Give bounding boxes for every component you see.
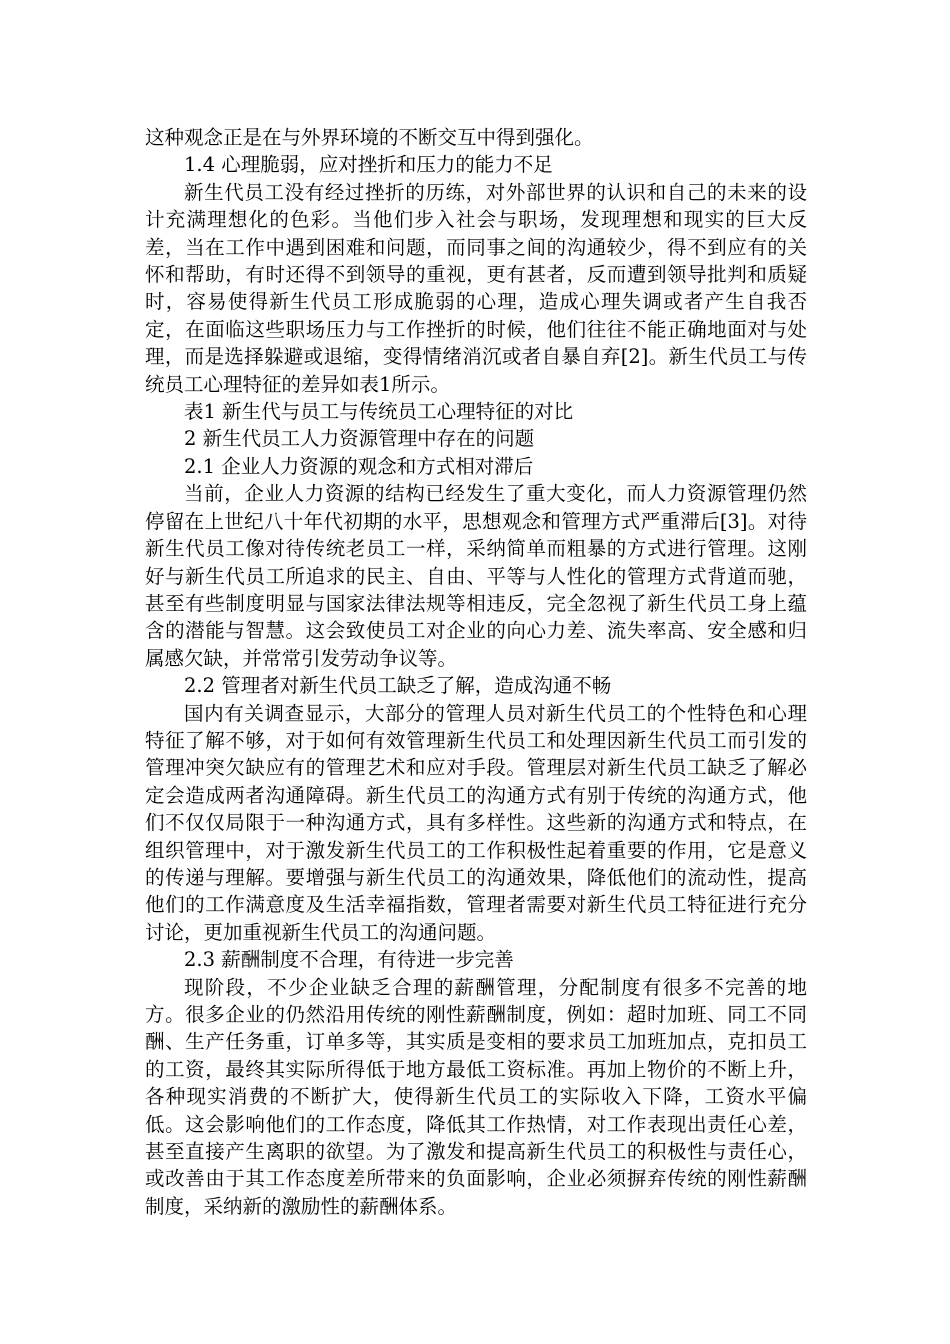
- section-heading-2-2: 2.2 管理者对新生代员工缺乏了解，造成沟通不畅: [184, 674, 612, 698]
- document-body: [145, 124, 807, 1220]
- paragraph-compensation: 现阶段，不少企业缺乏合理的薪酬管理，分配制度有很多不完善的地方。很多企业的仍然沿用传统的刚性薪酬制度，例如：超时加班、同工不同酬、生产任务重，订单多等，其实质是变相的要求员工加班加点，克扣员工的工资，最终其实际所得低于地方最低工资标准。再加上物价的不断上升，各种现实消费的不断扩大，使得新生代员工的实际收入下降，工资水平偏低。这会影响他们的工作态度，降低其工作热情，对工作表现出责任心差，甚至直接产生离职的欲望。为了激发和提高新生代员工的积极性与责任心，或改善由于其工作态度差所带来的负面影响，企业必须摒弃传统的刚性薪酬制度，采纳新的激励性的薪酬体系。: [145, 975, 807, 1218]
- paragraph-continuation: 这种观念正是在与外界环境的不断交互中得到强化。: [145, 126, 594, 149]
- section-heading-2: 2 新生代员工人力资源管理中存在的问题: [184, 427, 535, 451]
- section-heading-2-3: 2.3 薪酬制度不合理，有待进一步完善: [184, 948, 514, 972]
- paragraph-hr-concepts: 当前，企业人力资源的结构已经发生了重大变化，而人力资源管理仍然停留在上世纪八十年代初期的水平，思想观念和管理方式严重滞后[3]。对待新生代员工像对待传统老员工一样，采纳简单而粗暴的方式进行管理。这刚好与新生代员工所追求的民主、自由、平等与人性化的管理方式背道而驰，甚至有些制度明显与国家法律法规等相违反，完全忽视了新生代员工身上蕴含的潜能与智慧。这会致使员工对企业的向心力差、流失率高、安全感和归属感欠缺，并常常引发劳动争议等。: [145, 482, 807, 670]
- table-caption-1: 表1 新生代与员工与传统员工心理特征的对比: [184, 400, 574, 424]
- section-heading-1-4: 1.4 心理脆弱，应对挫折和压力的能力不足: [184, 153, 553, 177]
- section-heading-2-1: 2.1 企业人力资源的观念和方式相对滞后: [184, 454, 534, 478]
- paragraph-communication: 国内有关调查显示，大部分的管理人员对新生代员工的个性特色和心理特征了解不够，对于如何有效管理新生代员工和处理因新生代员工而引发的管理冲突欠缺应有的管理艺术和应对手段。管理层对新生代员工缺乏了解必定会造成两者沟通障碍。新生代员工的沟通方式有别于传统的沟通方式，他们不仅仅局限于一种沟通方式，具有多样性。这些新的沟通方式和特点，在组织管理中，对于激发新生代员工的工作积极性起着重要的作用，它是意义的传递与理解。要增强与新生代员工的沟通效果，降低他们的流动性，提高他们的工作满意度及生活幸福指数，管理者需要对新生代员工特征进行充分讨论，更加重视新生代员工的沟通问题。: [145, 701, 807, 944]
- paragraph-psychology: 新生代员工没有经过挫折的历练，对外部世界的认识和自己的未来的设计充满理想化的色彩。当他们步入社会与职场，发现理想和现实的巨大反差，当在工作中遇到困难和问题，而同事之间的沟通较少，得不到应有的关怀和帮助，有时还得不到领导的重视，更有甚者，反而遭到领导批判和质疑时，容易使得新生代员工形成脆弱的心理，造成心理失调或者产生自我否定，在面临这些职场压力与工作挫折的时候，他们往往不能正确地面对与处理，而是选择躲避或退缩，变得情绪消沉或者自暴自弃[2]。新生代员工与传统员工心理特征的差异如表1所示。: [145, 180, 807, 396]
